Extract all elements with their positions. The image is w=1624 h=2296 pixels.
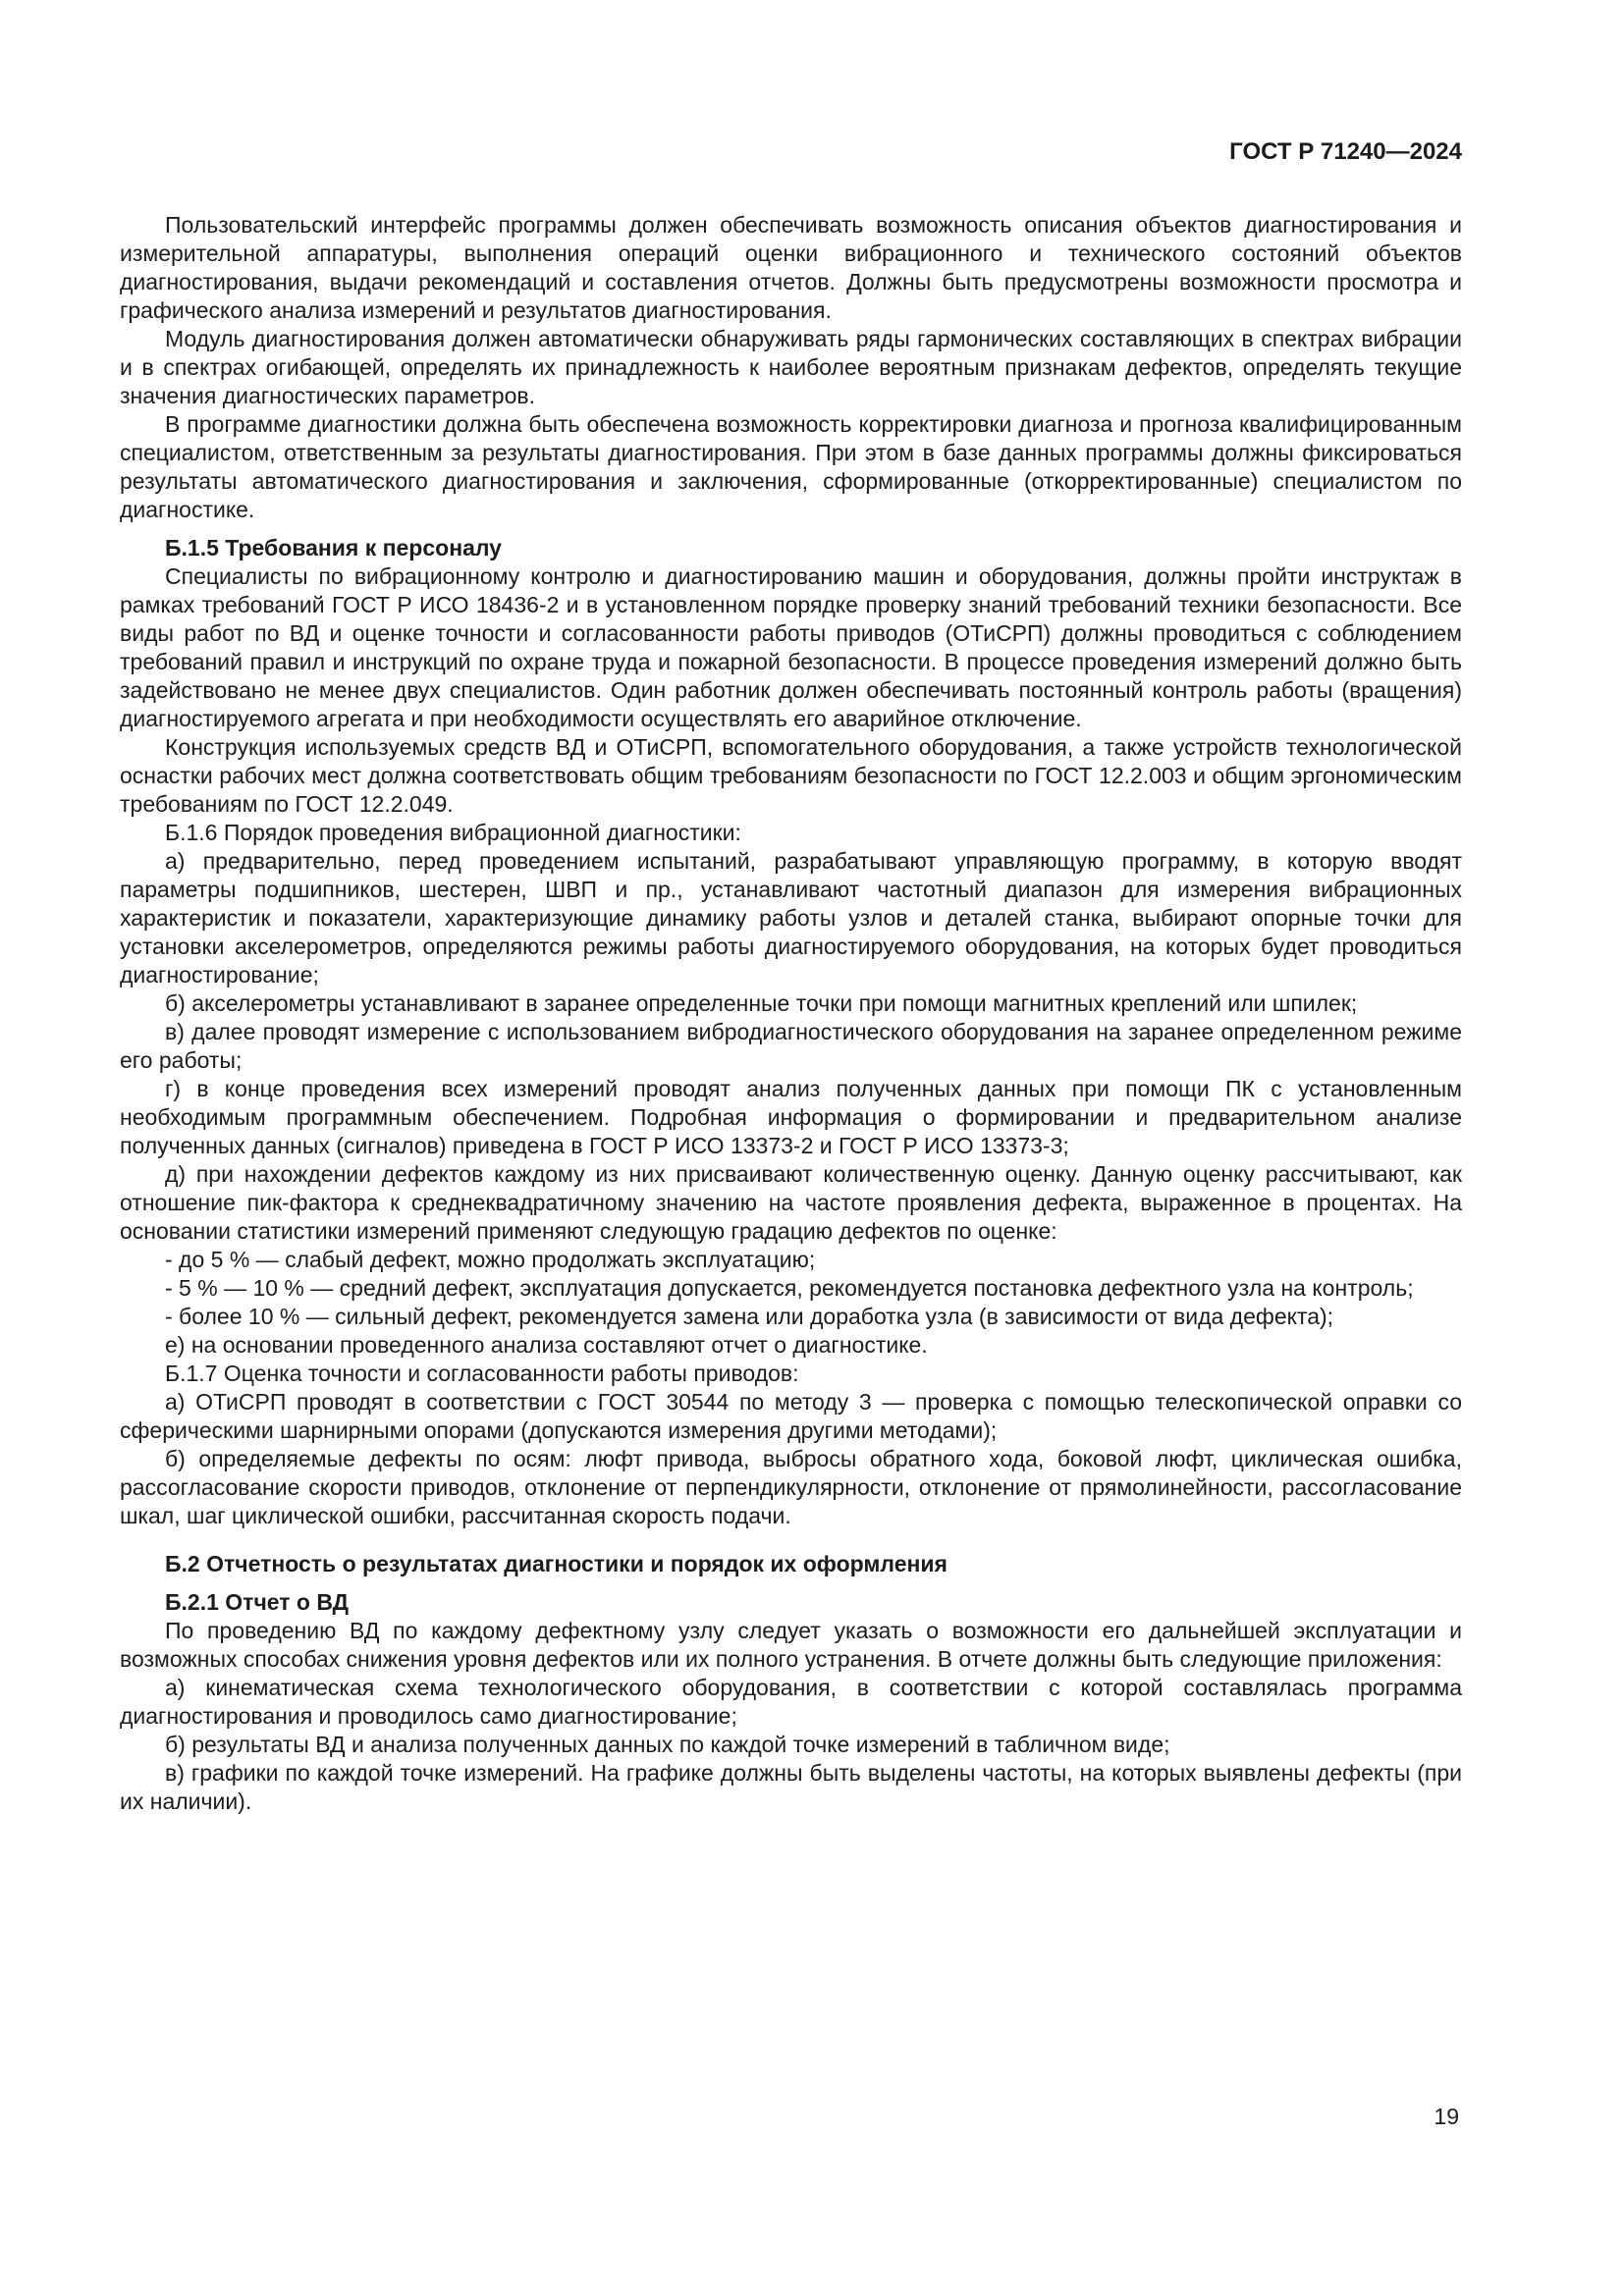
paragraph: Пользовательский интерфейс программы должен обеспечивать возможность описания объектов диагностирования и измерительной аппаратуры, выполнения операций оценки вибрационного и технического состояний объектов диагностирования, выдачи рекомендаций и составления отчетов. Должны быть предусмотрены возможности просмотра и графического анализа измерений и результатов диагностирования. <box>120 212 1462 323</box>
paragraph: В программе диагностики должна быть обеспечена возможность корректировки диагноза и прогноза квалифицированным специалистом, ответственным за результаты диагностирования. При этом в базе данных программы должны фиксироваться результаты автоматического диагностирования и заключения, сформированные (откорректированные) специалистом по диагностике. <box>120 411 1462 522</box>
document-body <box>120 211 1462 1816</box>
list-item: г) в конце проведения всех измерений проводят анализ полученных данных при помощи ПК с установленным необходимым программным обеспечением. Подробная информация о формировании и предварительном анализе полученных данных (сигналов) приведена в ГОСТ Р ИСО 13373-2 и ГОСТ Р ИСО 13373-3; <box>120 1076 1462 1158</box>
list-item: в) графики по каждой точке измерений. На графике должны быть выделены частоты, на которых выявлены дефекты (при их наличии). <box>120 1760 1462 1814</box>
list-item: е) на основании проведенного анализа составляют отчет о диагностике. <box>165 1332 928 1358</box>
list-item: в) далее проводят измерение с использованием вибродиагностического оборудования на заранее определенном режиме его работы; <box>120 1019 1462 1073</box>
document-header: ГОСТ Р 71240—2024 <box>1229 138 1462 165</box>
list-item: а) предварительно, перед проведением испытаний, разрабатывают управляющую программу, в которую вводят параметры подшипников, шестерен, ШВП и пр., устанавливают частотный диапазон для измерения вибрационных характеристик и показатели, характеризующие динамику работы узлов и деталей станка, выбирают опорные точки для установки акселерометров, определяются режимы работы диагностируемого оборудования, на которых будет проводиться диагностирование; <box>120 848 1462 988</box>
dash-item: - более 10 % — сильный дефект, рекомендуется замена или доработка узла (в зависимости от вида дефекта); <box>165 1304 1334 1329</box>
list-item: б) акселерометры устанавливают в заранее определенные точки при помощи магнитных креплений или шпилек; <box>165 990 1358 1016</box>
paragraph: По проведению ВД по каждому дефектному узлу следует указать о возможности его дальнейшей эксплуатации и возможных способах снижения уровня дефектов или их полного устранения. В отчете должны быть следующие приложения: <box>120 1618 1462 1672</box>
section-heading: Б.1.5 Требования к персоналу <box>165 535 502 561</box>
list-item: б) определяемые дефекты по осям: люфт привода, выбросы обратного хода, боковой люфт, циклическая ошибка, рассогласование скорости приводов, отклонение от перпендикулярности, отклонение от прямолинейности, рассогласование шкал, шаг циклической ошибки, рассчитанная скорость подачи. <box>120 1446 1462 1528</box>
paragraph: Модуль диагностирования должен автоматически обнаруживать ряды гармонических составляющих в спектрах вибрации и в спектрах огибающей, определять их принадлежность к наиболее вероятным признакам дефектов, определять текущие значения диагностических параметров. <box>120 326 1462 408</box>
list-item: а) кинематическая схема технологического оборудования, в соответствии с которой составлялась программа диагностирования и проводилось само диагностирование; <box>120 1675 1462 1729</box>
section-heading: Б.2.1 Отчет о ВД <box>165 1589 350 1615</box>
section-heading: Б.2 Отчетность о результатах диагностики и порядок их оформления <box>165 1551 947 1576</box>
list-item: б) результаты ВД и анализа полученных данных по каждой точке измерений в табличном виде; <box>165 1732 1170 1757</box>
paragraph: Конструкция используемых средств ВД и ОТиСРП, вспомогательного оборудования, а также устройств технологической оснастки рабочих мест должна соответствовать общим требованиям безопасности по ГОСТ 12.2.003 и общим эргономическим требованиям по ГОСТ 12.2.049. <box>120 734 1462 817</box>
dash-item: - до 5 % — слабый дефект, можно продолжать эксплуатацию; <box>165 1247 816 1272</box>
paragraph: Б.1.6 Порядок проведения вибрационной диагностики: <box>165 820 741 845</box>
list-item: д) при нахождении дефектов каждому из них присваивают количественную оценку. Данную оценку рассчитывают, как отношение пик-фактора к среднеквадратичному значению на частоте проявления дефекта, выраженное в процентах. На основании статистики измерений применяют следующую градацию дефектов по оценке: <box>120 1161 1462 1244</box>
paragraph: Специалисты по вибрационному контролю и диагностированию машин и оборудования, должны пройти инструктаж в рамках требований ГОСТ Р ИСО 18436-2 и в установленном порядке проверку знаний требований техники безопасности. Все виды работ по ВД и оценке точности и согласованности работы приводов (ОТиСРП) должны проводиться с соблюдением требований правил и инструкций по охране труда и пожарной безопасности. В процессе проведения измерений должно быть задействовано не менее двух специалистов. Один работник должен обеспечивать постоянный контроль работы (вращения) диагностируемого агрегата и при необходимости осуществлять его аварийное отключение. <box>120 563 1462 731</box>
page-number: 19 <box>1434 2104 1459 2129</box>
dash-item: - 5 % — 10 % — средний дефект, эксплуатация допускается, рекомендуется постановка дефектного узла на контроль; <box>165 1275 1414 1301</box>
paragraph: Б.1.7 Оценка точности и согласованности работы приводов: <box>165 1361 799 1386</box>
list-item: а) ОТиСРП проводят в соответствии с ГОСТ 30544 по методу 3 — проверка с помощью телескопической оправки со сферическими шарнирными опорами (допускаются измерения другими методами); <box>120 1389 1462 1443</box>
